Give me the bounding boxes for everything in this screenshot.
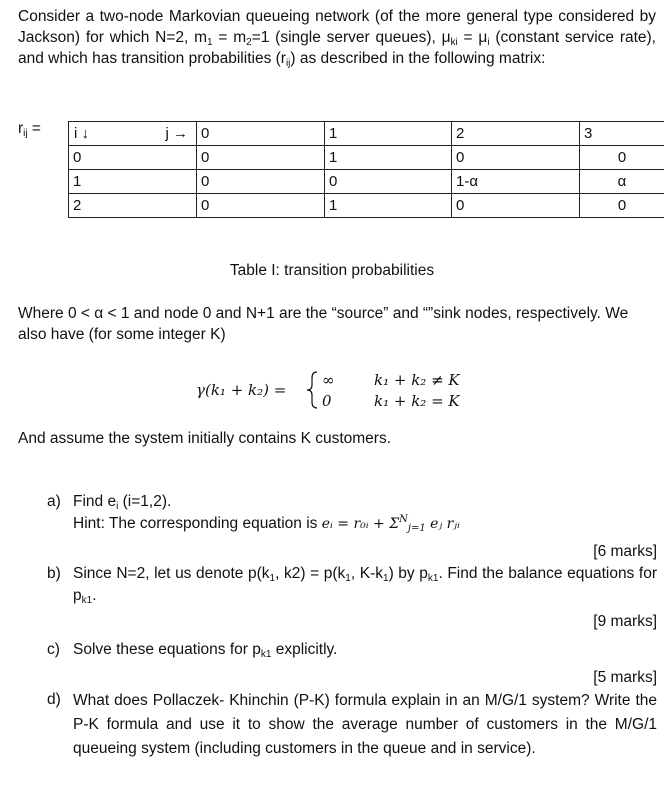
question-d — [47, 689, 657, 761]
matrix-cell: α — [580, 170, 664, 194]
matrix-cell: 0 — [452, 146, 580, 170]
question-a-hint: Hint: The corresponding equation is eᵢ = r₀ᵢ + $\Sigma^N_{j=1}$ eⱼ rⱼᵢ — [73, 514, 460, 534]
matrix-cell: 0 — [197, 194, 325, 218]
question-a-text: Find $e_i$ (i=1,2). — [73, 493, 172, 512]
question-list — [47, 491, 657, 761]
question-label: c) — [47, 641, 60, 658]
matrix-row — [69, 170, 664, 194]
matrix-row — [69, 146, 664, 170]
marks: [6 marks] — [593, 543, 657, 560]
table-caption: Table I: transition probabilities — [229, 262, 435, 279]
question-label: d) — [47, 691, 61, 708]
matrix-cell: 1-α — [452, 170, 580, 194]
matrix-row — [69, 194, 664, 218]
marks: [5 marks] — [593, 669, 657, 686]
row-header: 2 — [69, 194, 197, 218]
question-label: b) — [47, 565, 61, 582]
gamma-lhs: γ(k₁ + k₂) = — [196, 381, 287, 399]
transition-matrix — [68, 121, 664, 218]
col-header: 0 — [197, 122, 325, 146]
matrix-cell: 0 — [325, 170, 452, 194]
case2-condition: k₁ + k₂ = K — [374, 392, 460, 410]
row-header: 1 — [69, 170, 197, 194]
matrix-cell: 0 — [580, 194, 664, 218]
case1-condition: k₁ + k₂ ≠ K — [374, 371, 460, 389]
question-b — [47, 563, 657, 633]
assume-paragraph: And assume the system initially contains K customers. — [18, 430, 392, 447]
matrix-cell: 0 — [452, 194, 580, 218]
gamma-formula — [196, 366, 486, 414]
case2-value: 0 — [322, 392, 332, 410]
question-b-text: Since N=2, let us denote $p(k_1$, $k2) = p(k_1$, $K-k_1$) by $p_{k1}$. Find the balance equations for $p_{k1}$. — [73, 565, 657, 606]
matrix-cell: 0 — [197, 170, 325, 194]
case-brace-icon — [307, 372, 317, 408]
matrix-cell: 1 — [325, 194, 452, 218]
matrix-cell: 0 — [197, 146, 325, 170]
where-paragraph: Where 0 < α < 1 and node 0 and N+1 are the “source” and “”sink nodes, respectively. We also have (for some integer K) — [18, 305, 629, 343]
question-c-text: Solve these equations for $p_{k1}$ explicitly. — [73, 641, 338, 660]
gamma-equation — [196, 366, 486, 414]
question-d-text: What does Pollaczek- Khinchin (P-K) formula explain in an M/G/1 system? Write the P-K formula and use it to show the average number of customers in the M/G/1 queueing system (including customers in the queue and in service). — [73, 692, 657, 757]
col-header: 3 — [580, 122, 664, 146]
col-header: 1 — [325, 122, 452, 146]
matrix-corner-cell: i ↓ j → — [69, 122, 197, 146]
matrix-header-row — [69, 122, 664, 146]
question-label: a) — [47, 493, 61, 510]
case1-value: ∞ — [322, 371, 335, 389]
problem-intro: Consider a two-node Markovian queueing network (of the more general type considered by Jackson) for which N=2, $m_1 = m_2=1$ (single server queues), $\mu_{ki} = \mu_i$ (constant service rate), and which has transition probabilities $(r_{ij})$ as described in the following matrix: — [18, 8, 656, 69]
col-header: 2 — [452, 122, 580, 146]
question-c — [47, 639, 657, 689]
matrix-cell: 1 — [325, 146, 452, 170]
marks: [9 marks] — [593, 613, 657, 630]
matrix-cell: 0 — [580, 146, 664, 170]
question-a — [47, 491, 657, 563]
matrix-label: $r_{ij}$ = — [18, 120, 41, 139]
row-header: 0 — [69, 146, 197, 170]
